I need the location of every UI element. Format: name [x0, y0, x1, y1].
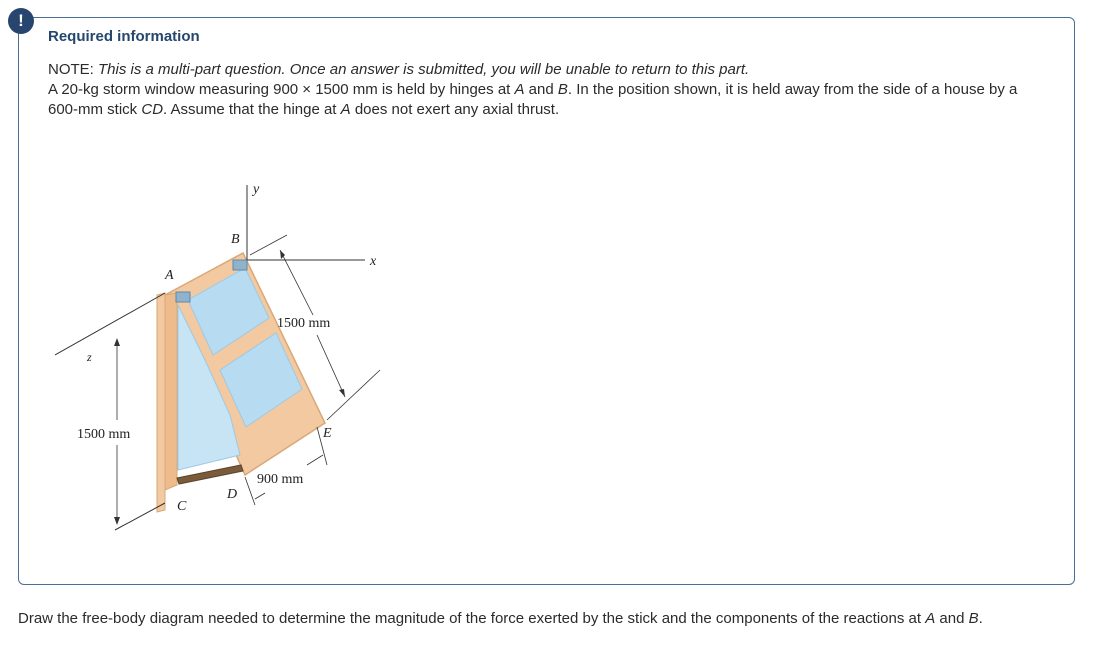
label-d: D: [227, 487, 238, 502]
label-c: C: [177, 499, 187, 514]
alert-icon: !: [8, 8, 34, 34]
axis-y-label: y: [253, 182, 260, 197]
house-wall: [157, 293, 165, 512]
instruction-text: Draw the free-body diagram needed to determine the magnitude of the force exerted by the stick and the components of the reactions at A and B.: [18, 610, 983, 627]
hinge-b: [233, 260, 247, 270]
dim-width-label: 900 mm: [257, 472, 304, 487]
box-title: Required information: [48, 28, 200, 45]
axis-z-label: z: [87, 350, 92, 364]
note-label: NOTE:: [48, 61, 94, 78]
dim-width-line-e: [307, 455, 323, 465]
dim-vertical-label: 1500 mm: [77, 427, 131, 442]
storm-window-figure: [55, 165, 405, 540]
frame-side: [165, 293, 177, 490]
hinge-a: [176, 292, 190, 302]
dim-slant-line-bottom: [317, 335, 345, 397]
dim-width-ext-d: [245, 477, 255, 505]
dim-arrow-bottom: [339, 389, 345, 397]
problem-statement: A 20-kg storm window measuring 900 × 1500 mm is held by hinges at A and B. In the position shown, it is held away from the side of a house by a 600-mm stick CD. Assume that the hinge at A does not exert any axial thrust.: [48, 81, 1018, 118]
problem-text: [48, 60, 1038, 120]
dim-vert-arrow-top: [114, 338, 120, 346]
label-a: A: [165, 268, 174, 283]
dim-width-line-d: [255, 493, 265, 499]
note-text: This is a multi-part question. Once an answer is submitted, you will be unable to return to this part.: [98, 61, 750, 78]
axis-x-label: x: [370, 254, 377, 269]
dim-vert-arrow-bottom: [114, 517, 120, 525]
base-line: [115, 503, 165, 530]
note-line: [48, 60, 1038, 80]
label-e: E: [323, 426, 332, 441]
dim-slant-ext-bottom: [327, 370, 380, 420]
z-axis-line: [55, 293, 165, 355]
dim-slant-label: 1500 mm: [277, 316, 331, 331]
figure-svg: [55, 165, 405, 540]
label-b: B: [231, 232, 240, 247]
